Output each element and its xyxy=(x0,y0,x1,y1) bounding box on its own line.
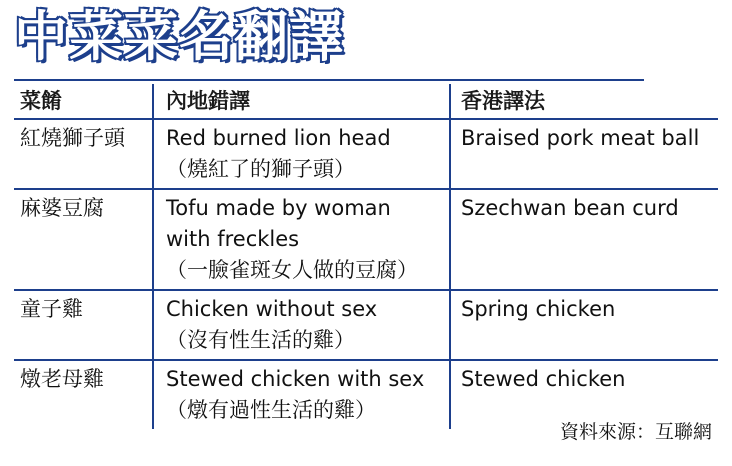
mainland-translation xyxy=(152,361,449,429)
mainland-line: Stewed chicken with sex xyxy=(166,367,425,391)
title-divider xyxy=(14,79,644,81)
mainland-translation xyxy=(152,291,449,359)
translation-table xyxy=(14,84,718,429)
mainland-line: （燉有過性生活的雞） xyxy=(166,398,376,422)
table-row xyxy=(14,291,718,361)
page-title: 中菜菜名翻譯 xyxy=(14,5,344,68)
mainland-line: （沒有性生活的雞） xyxy=(166,328,355,352)
hongkong-translation: Spring chicken xyxy=(461,297,616,321)
hongkong-translation: Braised pork meat ball xyxy=(461,126,700,150)
table-row xyxy=(14,190,718,291)
header-dish: 菜餚 xyxy=(20,89,62,113)
mainland-translation xyxy=(152,120,449,188)
mainland-line: Tofu made by woman xyxy=(166,196,391,220)
header-mainland-translation: 內地錯譯 xyxy=(152,84,449,118)
mainland-line: Chicken without sex xyxy=(166,297,378,321)
table-header-row xyxy=(14,84,718,120)
mainland-line: （燒紅了的獅子頭） xyxy=(166,157,355,181)
mainland-translation xyxy=(152,190,449,289)
header-hongkong-translation: 香港譯法 xyxy=(449,84,718,118)
hongkong-translation: Szechwan bean curd xyxy=(461,196,679,220)
table-row xyxy=(14,120,718,190)
dish-name: 童子雞 xyxy=(20,297,83,321)
dish-name: 紅燒獅子頭 xyxy=(20,126,125,150)
dish-name: 麻婆豆腐 xyxy=(20,196,104,220)
mainland-line: with freckles xyxy=(166,227,300,251)
mainland-line: （一臉雀斑女人做的豆腐） xyxy=(166,258,418,282)
hongkong-translation: Stewed chicken xyxy=(461,367,626,391)
source-credit: 資料來源：互聯網 xyxy=(559,421,712,443)
dish-name: 燉老母雞 xyxy=(20,367,104,391)
mainland-line: Red burned lion head xyxy=(166,126,391,150)
